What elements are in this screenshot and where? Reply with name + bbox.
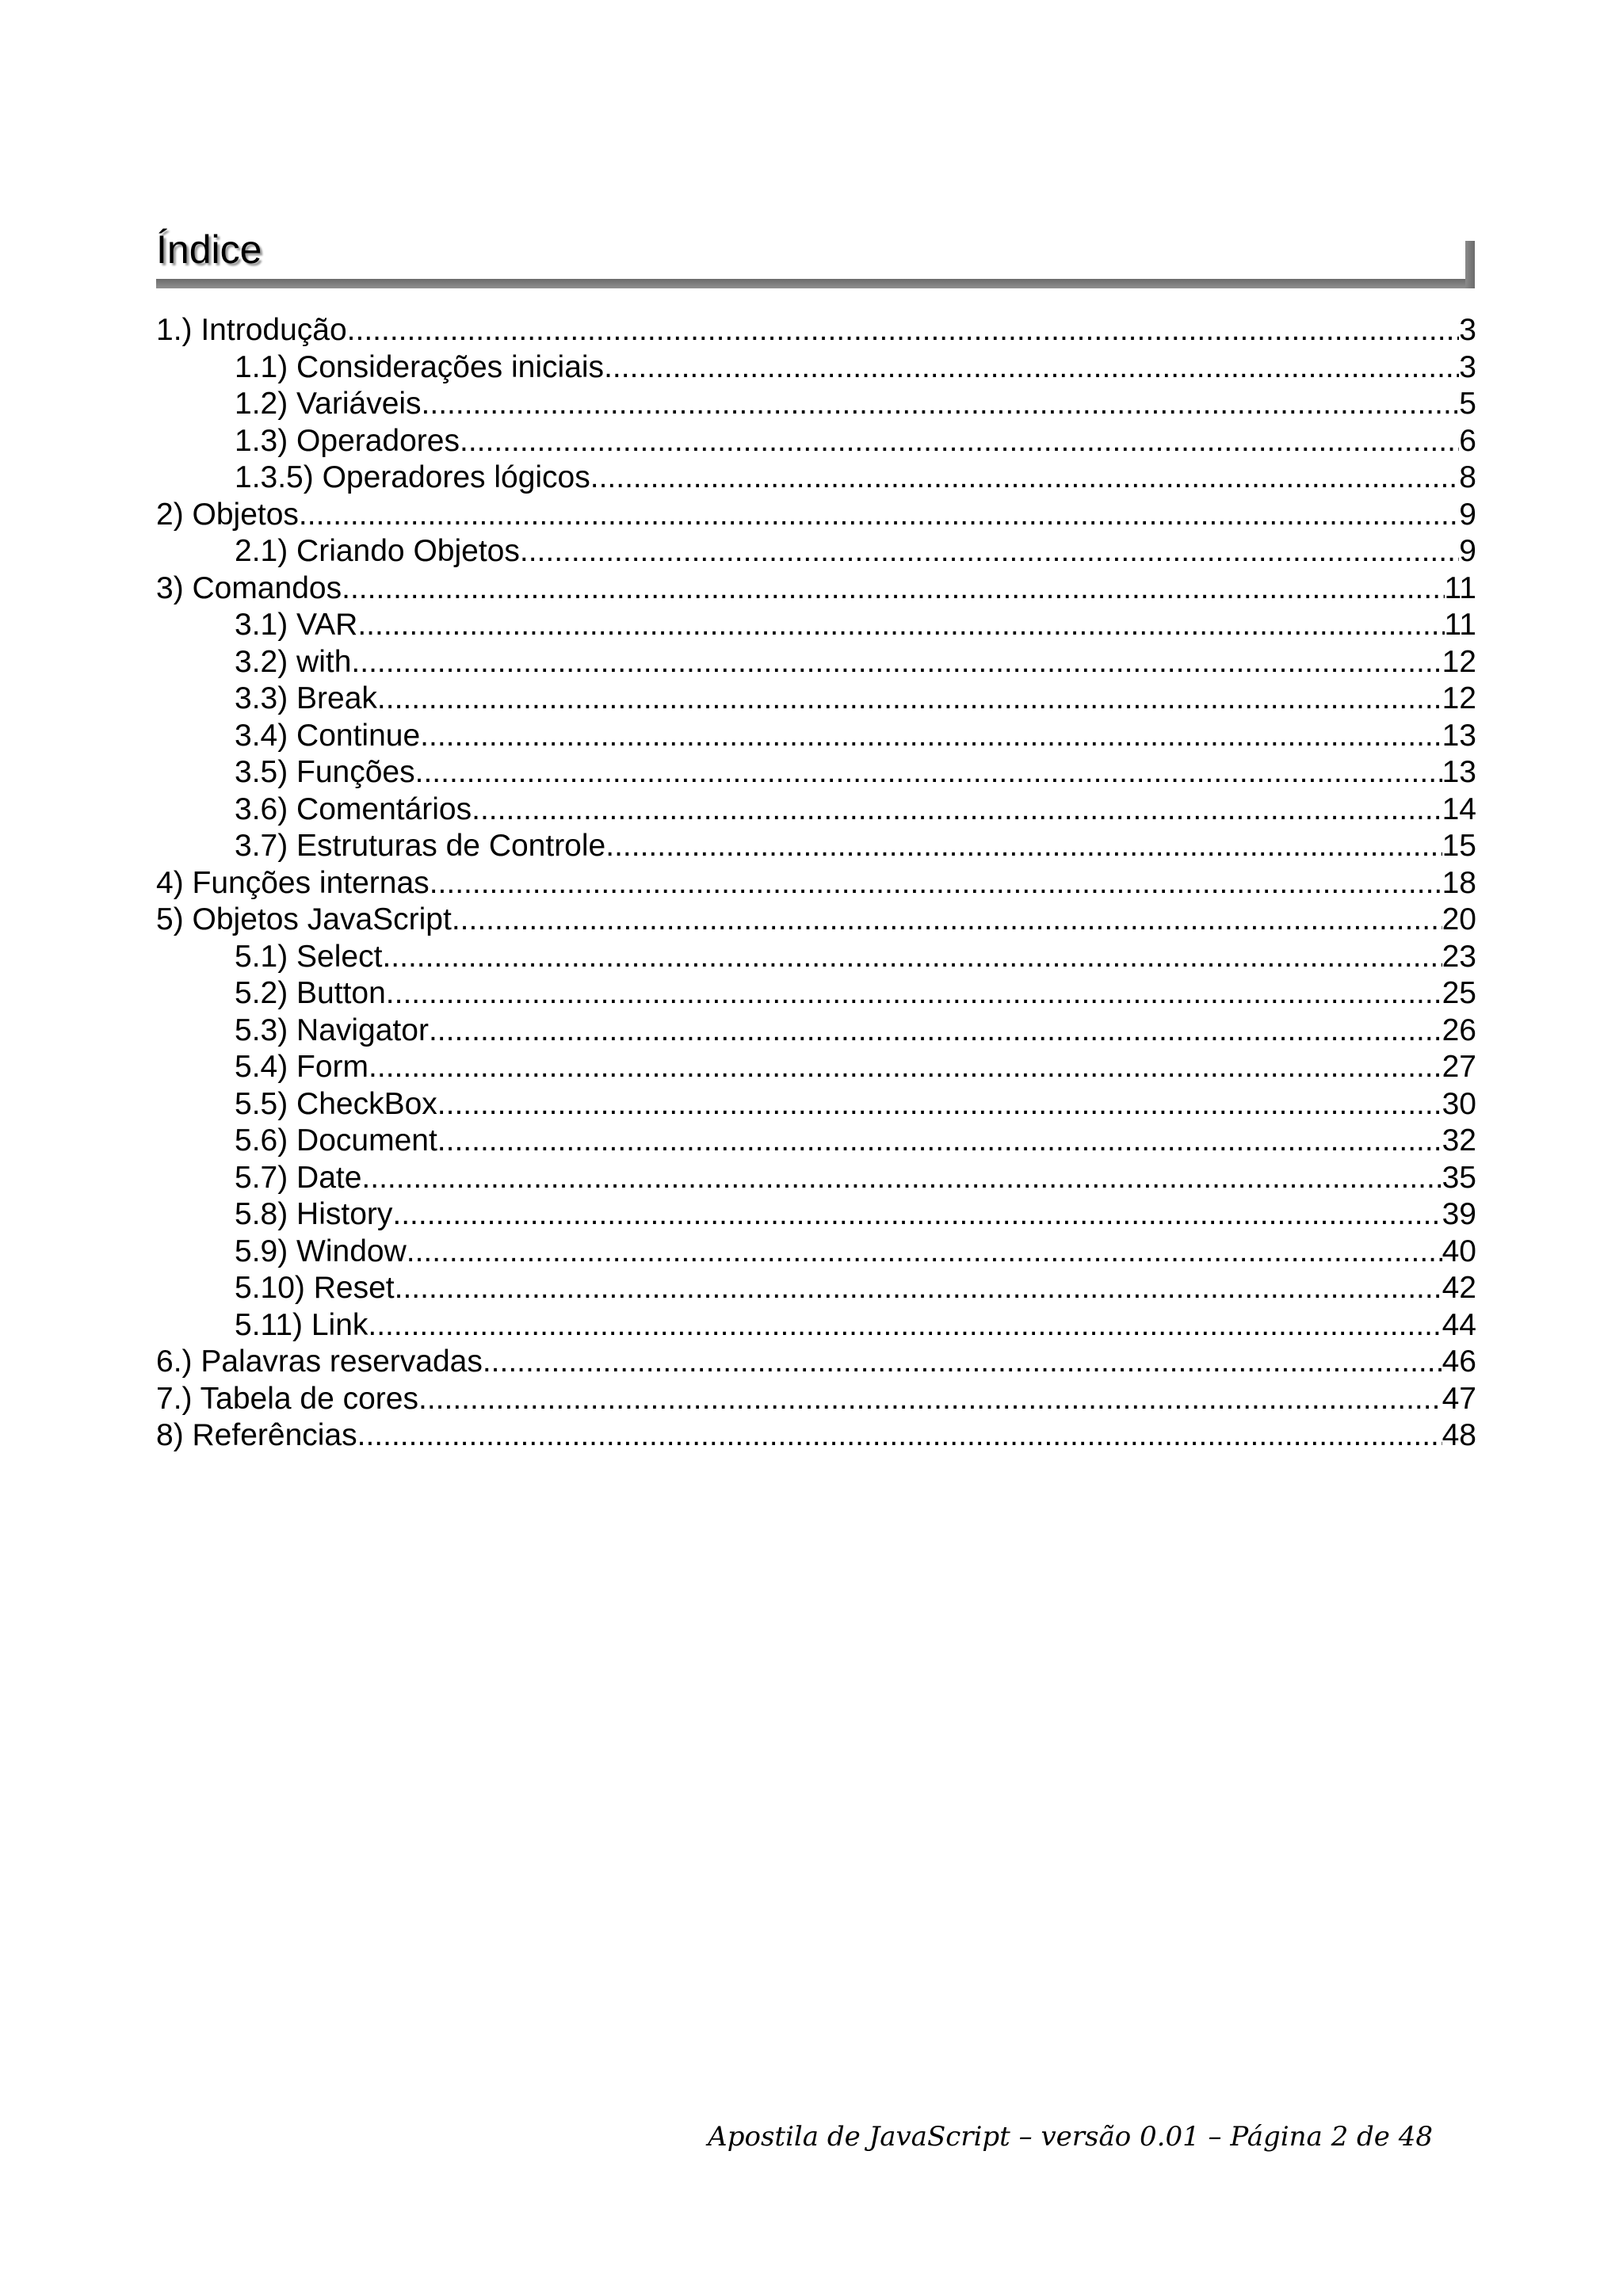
toc-dot-leader xyxy=(422,386,1460,423)
toc-entry[interactable] xyxy=(156,570,1476,608)
toc-entry-label: 5.3) Navigator xyxy=(235,1013,429,1047)
toc-entry-page-number: 3 xyxy=(1459,349,1476,384)
toc-entry-label: 5.1) Select xyxy=(235,939,383,974)
toc-entry-label: 1.2) Variáveis xyxy=(235,387,422,421)
toc-dot-leader xyxy=(382,939,1442,976)
toc-entry-page-number: 47 xyxy=(1442,1381,1476,1416)
toc-entry[interactable] xyxy=(156,1344,1476,1381)
toc-entry[interactable] xyxy=(156,312,1476,349)
toc-entry-page-number: 42 xyxy=(1442,1271,1476,1305)
toc-entry-label: 3) Comandos xyxy=(156,570,342,605)
toc-dot-leader xyxy=(472,791,1442,829)
toc-entry-label: 3.7) Estruturas de Controle xyxy=(235,829,606,863)
toc-entry-page-number: 8 xyxy=(1459,460,1476,494)
toc-entry[interactable] xyxy=(156,1049,1476,1086)
toc-entry-page-number: 23 xyxy=(1442,939,1476,974)
toc-entry-label: 5.7) Date xyxy=(235,1160,362,1195)
toc-dot-leader xyxy=(520,533,1459,570)
toc-dot-leader xyxy=(357,607,1444,644)
toc-dot-leader xyxy=(418,1381,1442,1418)
toc-entry-label: 5.5) CheckBox xyxy=(235,1086,437,1121)
toc-entry-page-number: 44 xyxy=(1442,1307,1476,1342)
toc-entry-page-number: 27 xyxy=(1442,1050,1476,1084)
toc-entry-label: 5.2) Button xyxy=(235,976,386,1010)
toc-dot-leader xyxy=(483,1344,1442,1381)
toc-dot-leader xyxy=(386,975,1442,1013)
toc-entry-label: 3.1) VAR xyxy=(235,608,358,642)
toc-entry[interactable] xyxy=(156,386,1476,423)
toc-entry[interactable] xyxy=(156,828,1476,865)
toc-entry-page-number: 35 xyxy=(1442,1160,1476,1195)
toc-entry[interactable] xyxy=(156,1013,1476,1050)
toc-entry-label: 3.3) Break xyxy=(235,681,377,715)
toc-entry-label: 5.9) Window xyxy=(235,1234,407,1268)
toc-dot-leader xyxy=(368,1307,1442,1344)
toc-entry-page-number: 13 xyxy=(1442,755,1476,789)
page-footer: Apostila de JavaScript – versão 0.01 – Página 2 de 48 xyxy=(708,2121,1433,2153)
toc-dot-leader xyxy=(605,828,1442,865)
toc-entry-page-number: 48 xyxy=(1442,1418,1476,1452)
toc-entry[interactable] xyxy=(156,975,1476,1013)
toc-dot-leader xyxy=(342,570,1444,608)
toc-entry-label: 1.1) Considerações iniciais xyxy=(235,349,605,384)
toc-entry-label: 2.1) Criando Objetos xyxy=(235,534,520,568)
toc-entry-page-number: 26 xyxy=(1442,1013,1476,1047)
toc-entry[interactable] xyxy=(156,1307,1476,1344)
page-title: Índice xyxy=(156,227,262,272)
toc-entry-label: 5.11) Link xyxy=(235,1307,369,1342)
toc-entry[interactable] xyxy=(156,607,1476,644)
toc-entry[interactable] xyxy=(156,497,1476,534)
toc-entry-page-number: 11 xyxy=(1444,608,1476,642)
toc-dot-leader xyxy=(357,1417,1442,1455)
toc-entry-label: 4) Funções internas xyxy=(156,865,430,900)
toc-dot-leader xyxy=(377,681,1442,718)
toc-entry-page-number: 40 xyxy=(1442,1234,1476,1268)
toc-entry-page-number: 18 xyxy=(1442,865,1476,900)
toc-dot-leader xyxy=(395,1270,1442,1307)
toc-entry-page-number: 13 xyxy=(1442,718,1476,753)
toc-entry[interactable] xyxy=(156,939,1476,976)
toc-entry-page-number: 11 xyxy=(1444,570,1476,605)
toc-entry-page-number: 9 xyxy=(1459,497,1476,532)
toc-dot-leader xyxy=(361,1160,1442,1197)
toc-entry[interactable] xyxy=(156,1160,1476,1197)
toc-entry[interactable] xyxy=(156,1270,1476,1307)
toc-dot-leader xyxy=(369,1049,1442,1086)
toc-entry[interactable] xyxy=(156,1196,1476,1234)
toc-entry-page-number: 3 xyxy=(1459,313,1476,347)
toc-entry[interactable] xyxy=(156,460,1476,497)
toc-entry[interactable] xyxy=(156,1123,1476,1160)
toc-entry[interactable] xyxy=(156,1086,1476,1123)
toc-entry[interactable] xyxy=(156,1417,1476,1455)
toc-entry[interactable] xyxy=(156,754,1476,791)
toc-entry[interactable] xyxy=(156,644,1476,681)
heading-underline-bar xyxy=(156,279,1475,288)
toc-dot-leader xyxy=(351,644,1442,681)
toc-entry[interactable] xyxy=(156,349,1476,387)
toc-entry-label: 1.3) Operadores xyxy=(235,423,460,458)
toc-entry-page-number: 25 xyxy=(1442,976,1476,1010)
toc-dot-leader xyxy=(604,349,1459,387)
toc-entry-page-number: 6 xyxy=(1459,423,1476,458)
toc-dot-leader xyxy=(452,902,1442,939)
toc-entry[interactable] xyxy=(156,681,1476,718)
toc-entry[interactable] xyxy=(156,902,1476,939)
toc-entry-label: 1.) Introdução xyxy=(156,313,347,347)
toc-entry[interactable] xyxy=(156,865,1476,902)
toc-dot-leader xyxy=(429,1013,1442,1050)
toc-entry-page-number: 12 xyxy=(1442,644,1476,679)
toc-entry-label: 1.3.5) Operadores lógicos xyxy=(235,460,590,494)
toc-entry-label: 3.5) Funções xyxy=(235,755,415,789)
toc-entry-page-number: 15 xyxy=(1442,829,1476,863)
toc-dot-leader xyxy=(392,1196,1442,1234)
toc-entry[interactable] xyxy=(156,533,1476,570)
toc-dot-leader xyxy=(590,460,1460,497)
toc-dot-leader xyxy=(420,718,1442,755)
toc-entry[interactable] xyxy=(156,1381,1476,1418)
toc-dot-leader xyxy=(437,1086,1442,1123)
toc-dot-leader xyxy=(299,497,1459,534)
toc-entry-label: 2) Objetos xyxy=(156,497,299,532)
toc-dot-leader xyxy=(430,865,1442,902)
toc-dot-leader xyxy=(437,1123,1442,1160)
toc-entry-label: 5.4) Form xyxy=(235,1050,369,1084)
toc-entry-page-number: 30 xyxy=(1442,1086,1476,1121)
toc-dot-leader xyxy=(415,754,1442,791)
toc-entry-label: 3.6) Comentários xyxy=(235,791,472,826)
toc-entry-page-number: 12 xyxy=(1442,681,1476,715)
index-heading-block xyxy=(156,222,1475,293)
toc-entry-page-number: 14 xyxy=(1442,791,1476,826)
toc-entry-page-number: 9 xyxy=(1459,534,1476,568)
toc-entry-label: 5.6) Document xyxy=(235,1123,437,1158)
toc-entry-page-number: 5 xyxy=(1459,387,1476,421)
heading-bar-end xyxy=(1465,241,1475,288)
toc-entry-label: 3.4) Continue xyxy=(235,718,421,753)
toc-entry-label: 5.10) Reset xyxy=(235,1271,395,1305)
toc-entry-label: 5.8) History xyxy=(235,1197,393,1231)
toc-entry-page-number: 46 xyxy=(1442,1344,1476,1379)
toc-dot-leader xyxy=(347,312,1460,349)
toc-entry[interactable] xyxy=(156,423,1476,460)
toc-entry[interactable] xyxy=(156,1234,1476,1271)
toc-entry-page-number: 32 xyxy=(1442,1123,1476,1158)
toc-entry-label: 8) Referências xyxy=(156,1418,357,1452)
toc-entry-label: 3.2) with xyxy=(235,644,352,679)
toc-dot-leader xyxy=(407,1234,1442,1271)
toc-dot-leader xyxy=(460,423,1459,460)
toc-entry-label: 7.) Tabela de cores xyxy=(156,1381,418,1416)
toc-entry[interactable] xyxy=(156,718,1476,755)
toc-entry-label: 6.) Palavras reservadas xyxy=(156,1344,483,1379)
toc-entry-page-number: 20 xyxy=(1442,902,1476,936)
table-of-contents xyxy=(156,312,1476,1455)
toc-entry[interactable] xyxy=(156,791,1476,829)
toc-entry-label: 5) Objetos JavaScript xyxy=(156,902,452,936)
toc-entry-page-number: 39 xyxy=(1442,1197,1476,1231)
